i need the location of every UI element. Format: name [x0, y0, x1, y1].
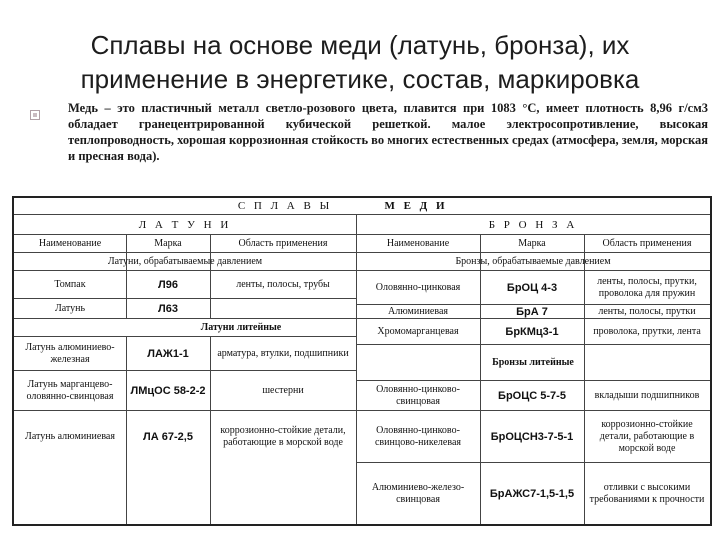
table-title-right: М Е Д И [384, 200, 448, 212]
table-cell: проволока, прутки, лента [593, 325, 701, 337]
table-cell: БрКМц3-1 [505, 325, 559, 338]
intro-paragraph: Медь – это пластичный металл светло-розового цвета, плавится при 1083 °С, имеет плотность 8,96 г/см3 обладает гранецентрированной кубической решеткой. малое электросопротивление, высокая теплопроводность, хорошая коррозионная стойкость во многих естественных средах (атмосфера, земля, морская и пресная вода). [68, 101, 708, 163]
table-cell: Алюминиево-железо-свинцовая [371, 482, 465, 505]
table-cell: БрОЦ 4-3 [506, 281, 558, 294]
table-cell: Оловянно-цинково-свинцовая [376, 383, 460, 407]
table-title-left: С П Л А В Ы [237, 200, 333, 212]
title-line-1: Сплавы на основе меди (латунь, бронза), их [90, 30, 630, 60]
brass-header: Л А Т У Н И [138, 218, 232, 231]
table-cell: БрОЦС 5-7-5 [498, 389, 566, 402]
table-cell: арматура, втулки, подшипники [217, 347, 349, 359]
table-cell: отливки с высокими требованиями к прочности [589, 482, 705, 505]
table-cell: ленты, полосы, трубы [236, 278, 330, 290]
alloys-table [12, 196, 712, 526]
column-header: Наименование [386, 237, 450, 249]
section-header: Бронзы литейные [492, 356, 574, 368]
table-cell: Хромомарганцевая [377, 325, 459, 337]
section-header: Бронзы, обрабатываемые давлением [455, 255, 611, 267]
table-cell: БрОЦСН3-7-5-1 [490, 430, 574, 443]
table-cell: БрАЖС7-1,5-1,5 [489, 488, 575, 500]
section-header: Латуни литейные [200, 321, 282, 333]
table-cell: БрА 7 [516, 305, 548, 318]
table-cell: коррозионно-стойкие детали, работающие в морской воде [599, 418, 695, 454]
table-cell: ЛАЖ1-1 [147, 347, 189, 360]
title-line-2: применение в энергетике, состав, маркировка [80, 64, 640, 94]
table-cell: ленты, полосы, прутки [598, 305, 696, 317]
bullet-icon [30, 110, 40, 120]
table-cell [210, 299, 356, 318]
column-header: Область применения [602, 237, 692, 249]
column-header: Марка [154, 237, 182, 249]
page-title [0, 28, 720, 96]
bronze-header: Б Р О Н З А [488, 218, 578, 231]
table-cell: Л96 [158, 278, 178, 291]
table-cell: Оловянно-цинково-свинцово-никелевая [374, 424, 461, 448]
table-cell: шестерни [262, 384, 304, 396]
table-cell: ЛА 67-2,5 [143, 431, 193, 443]
table-cell: Л63 [158, 302, 178, 315]
column-header: Область применения [238, 237, 328, 249]
table-cell: Латунь алюминиевая [25, 431, 115, 442]
table-cell: Алюминиевая [388, 305, 448, 317]
table-cell: Латунь марганцево-оловянно-свинцовая [26, 378, 114, 402]
column-header: Наименование [38, 237, 102, 249]
column-header: Марка [518, 237, 546, 249]
table-cell: ленты, полосы, прутки, проволока для пружин [597, 275, 697, 299]
table-cell: Латунь алюминиево-железная [25, 341, 115, 365]
table-cell: ЛМцОС 58-2-2 [130, 384, 206, 397]
table-cell: вкладыши подшипников [594, 389, 700, 401]
table-cell: Оловянно-цинковая [375, 281, 461, 293]
section-header: Латуни, обрабатываемые давлением [107, 255, 263, 267]
table-cell: Томпак [54, 278, 86, 290]
table-cell: Латунь [54, 302, 86, 314]
table-cell: коррозионно-стойкие детали, работающие в морской воде [220, 425, 346, 448]
